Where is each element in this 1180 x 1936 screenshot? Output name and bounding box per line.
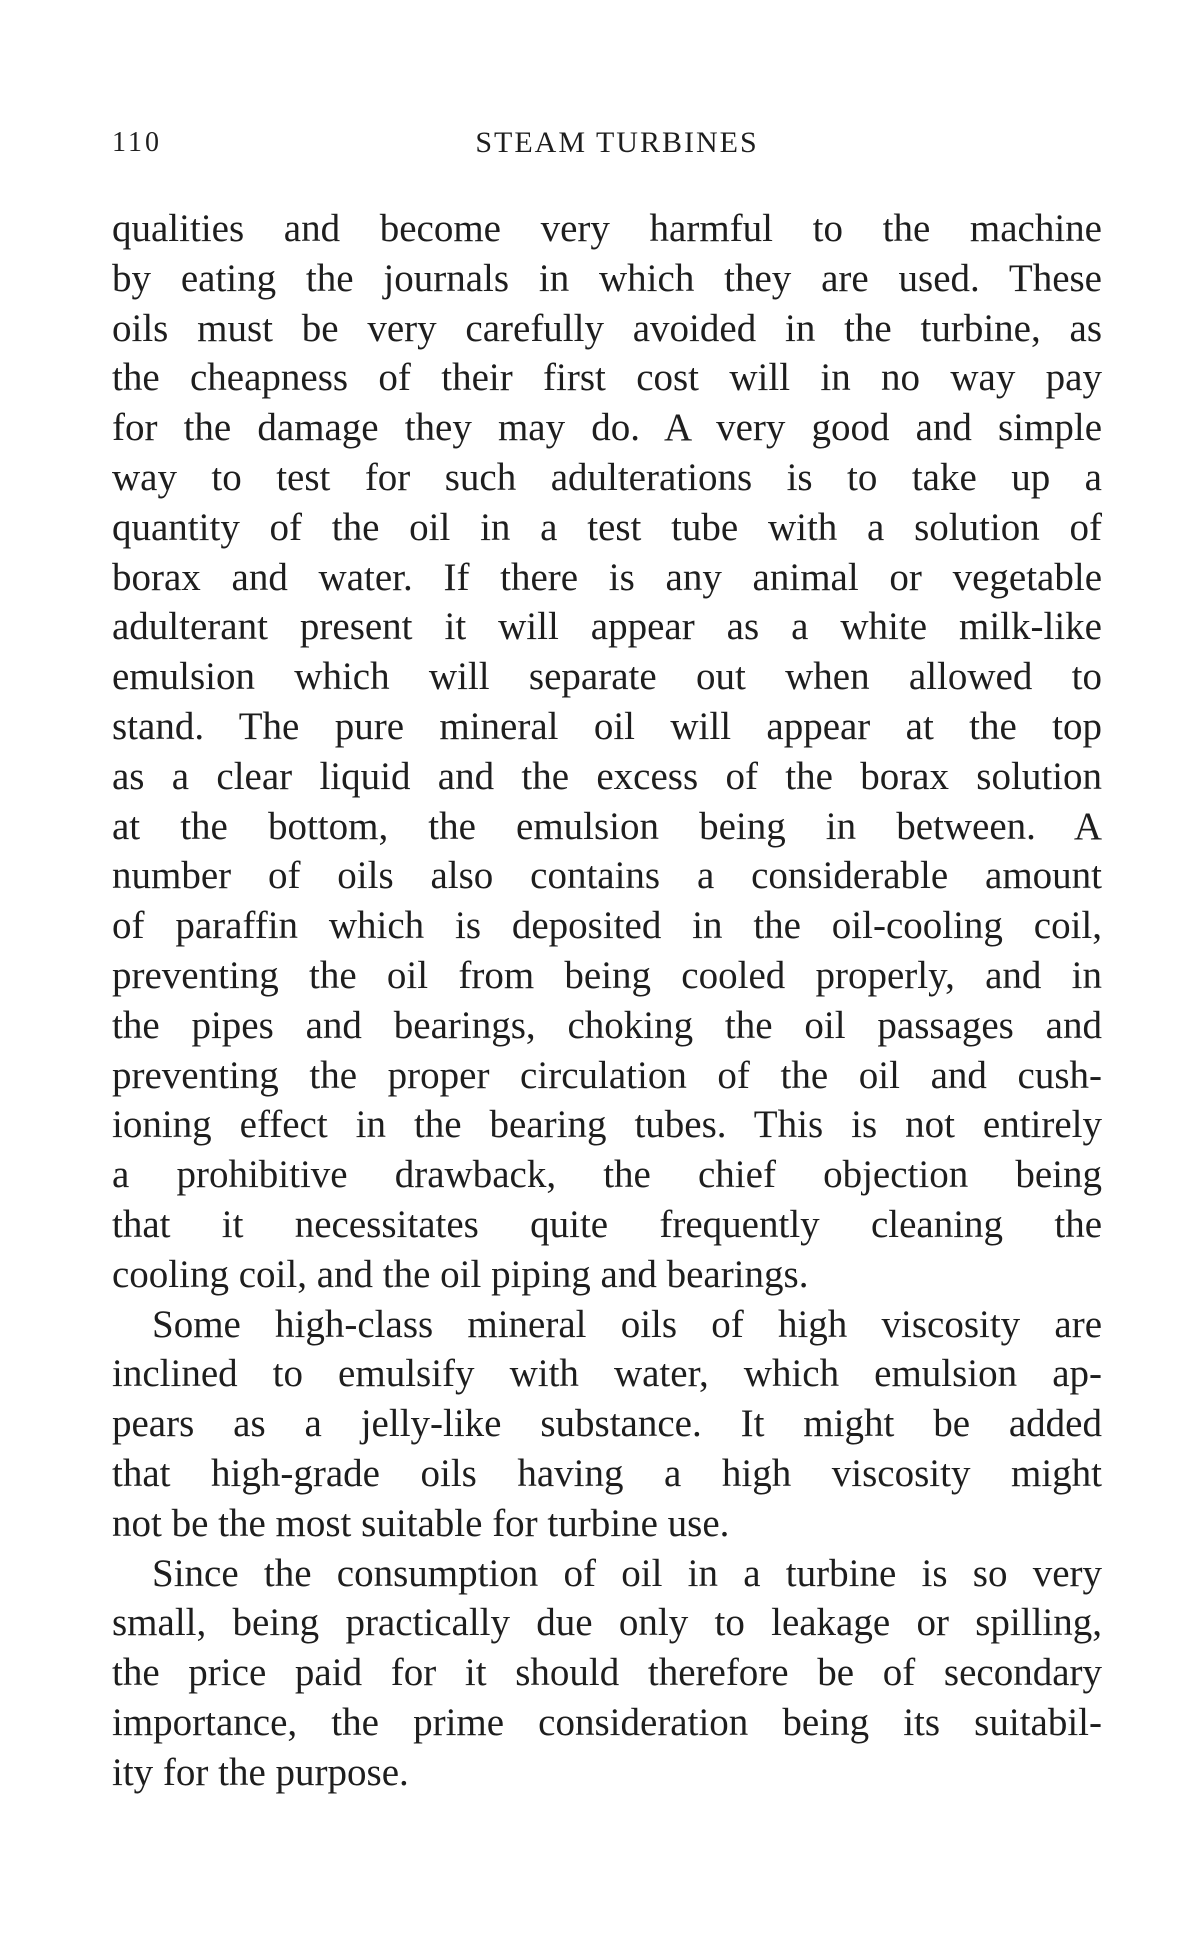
text-line: qualities and become very harmful to the machine: [112, 207, 1102, 250]
running-head: [112, 118, 1102, 168]
text-line: cooling coil, and the oil piping and bearings.: [112, 1252, 809, 1296]
text-line: Some high-class mineral oils of high viscosity are: [152, 1302, 1102, 1346]
text-line: that high-grade oils having a high viscosity might: [112, 1451, 1102, 1495]
text-line: preventing the proper circulation of the oil and cush-: [112, 1053, 1102, 1097]
text-line: the price paid for it should therefore be of secondary: [112, 1651, 1102, 1695]
paragraph-3: [112, 1549, 1102, 1798]
text-line: quantity of the oil in a test tube with a solution of: [112, 505, 1102, 549]
paragraph-1: [112, 204, 1102, 1300]
text-line: at the bottom, the emulsion being in between. A: [112, 804, 1102, 848]
text-line: preventing the oil from being cooled properly, and in: [112, 953, 1102, 997]
text-line: for the damage they may do. A very good and simple: [112, 406, 1102, 450]
text-line: ity for the purpose.: [112, 1750, 409, 1794]
text-line: borax and water. If there is any animal or vegetable: [112, 555, 1102, 599]
text-line: that it necessitates quite frequently cleaning the: [112, 1202, 1102, 1246]
text-line: the cheapness of their first cost will in no way pay: [112, 356, 1102, 400]
text-line: a prohibitive drawback, the chief objection being: [112, 1153, 1102, 1197]
text-line: Since the consumption of oil in a turbine is so very: [152, 1551, 1102, 1595]
text-line: the pipes and bearings, choking the oil passages and: [112, 1003, 1102, 1047]
text-line: small, being practically due only to leakage or spilling,: [112, 1601, 1102, 1645]
text-line: inclined to emulsify with water, which emulsion ap-: [112, 1352, 1102, 1396]
running-title: STEAM TURBINES: [475, 126, 759, 159]
paragraph-2: [112, 1300, 1102, 1549]
text-line: oils must be very carefully avoided in the turbine, as: [112, 306, 1102, 350]
text-line: way to test for such adulterations is to take up a: [112, 455, 1102, 499]
page-number: 110: [112, 127, 162, 158]
text-line: ioning effect in the bearing tubes. This is not entirely: [112, 1103, 1102, 1147]
text-line: importance, the prime consideration being its suitabil-: [112, 1700, 1102, 1744]
text-line: stand. The pure mineral oil will appear at the top: [112, 704, 1102, 748]
text-line: not be the most suitable for turbine use.: [112, 1501, 730, 1545]
text-line: pears as a jelly-like substance. It might be added: [112, 1402, 1102, 1446]
text-line: adulterant present it will appear as a white milk-like: [112, 605, 1102, 649]
text-line: by eating the journals in which they are used. These: [112, 256, 1102, 300]
text-line: number of oils also contains a considerable amount: [112, 854, 1102, 898]
text-line: as a clear liquid and the excess of the borax solution: [112, 754, 1102, 798]
text-line: emulsion which will separate out when allowed to: [112, 655, 1102, 699]
body-text: [112, 204, 1102, 1798]
text-line: of paraffin which is deposited in the oil-cooling coil,: [112, 904, 1102, 948]
